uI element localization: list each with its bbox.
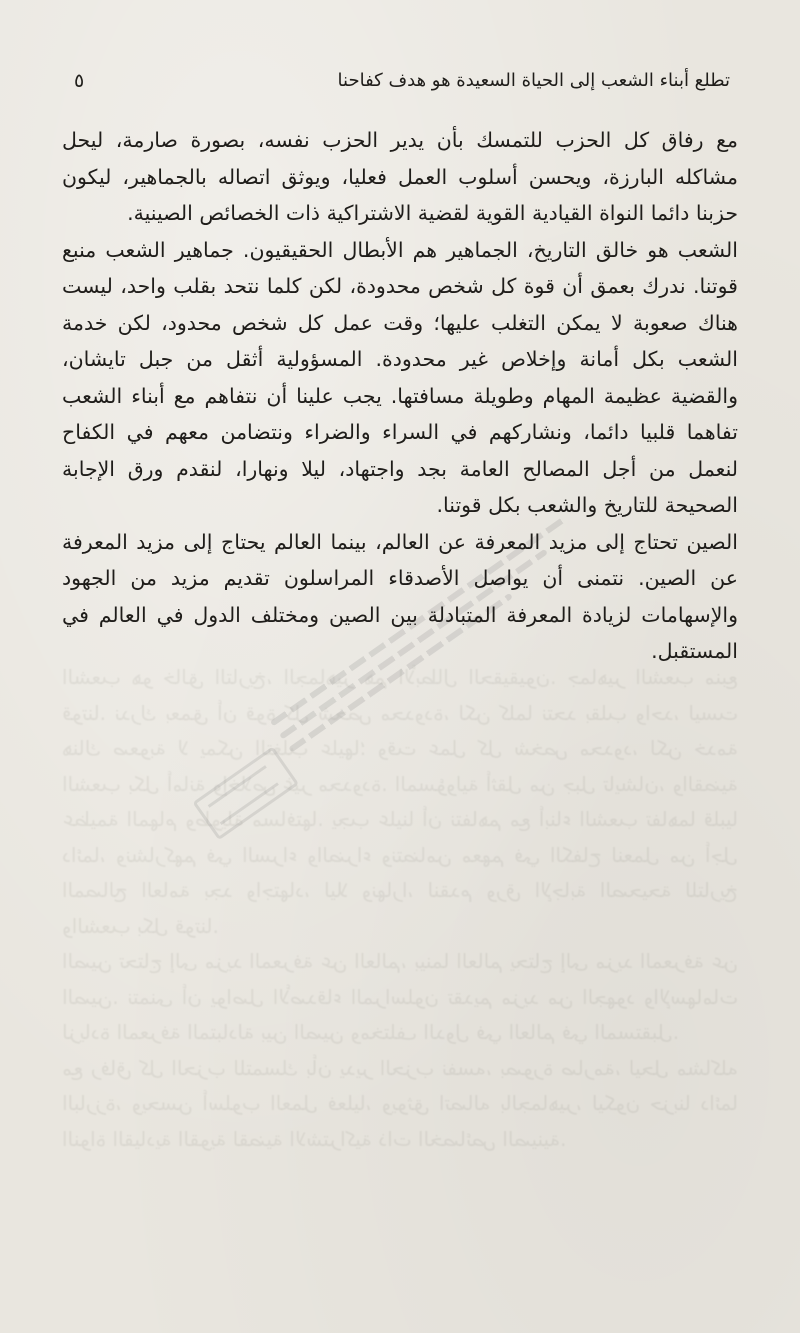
show-through-line: الصين تحتاج إلى مزيد المعرفة عن العالم، بينما العالم يحتاج إلى مزيد المعرفة عن الصين. نتمنى أن يواصل الأصدقاء المراسلون تقديم مزيد من الجهود والإسهامات لزيادة المعرفة المتبادلة بين الصين ومختلف الدول في العالم في المستقبل. <box>62 949 738 1044</box>
body-text <box>62 122 738 670</box>
paragraph: الصين تحتاج إلى مزيد المعرفة عن العالم، بينما العالم يحتاج إلى مزيد المعرفة عن الصين. نتمنى أن يواصل الأصدقاء المراسلون تقديم مزيد من الجهود والإسهامات لزيادة المعرفة المتبادلة بين الصين ومختلف الدول في العالم في المستقبل. <box>62 529 738 663</box>
running-head: تطلع أبناء الشعب إلى الحياة السعيدة هو هدف كفاحنا <box>337 70 730 91</box>
show-through-line: مع رفاق كل الحزب للتمسك بأن يدير الحزب نفسه، بصورة صارمة، ليحل مشاكله البارزة، ويحسن أسلوب العمل فعليا، ويوثق اتصاله بالجماهير، ليكون حزبنا دائما النواة القيادية القوية لقضية الاشتراكية ذات الخصائص الصينية. <box>62 1055 738 1151</box>
paragraph: مع رفاق كل الحزب للتمسك بأن يدير الحزب نفسه، بصورة صارمة، ليحل مشاكله البارزة، ويحسن أسلوب العمل فعليا، ويوثق اتصاله بالجماهير، ليكون حزبنا دائما النواة القيادية القوية لقضية الاشتراكية ذات الخصائص الصينية. <box>62 128 738 225</box>
page-number: ٥ <box>74 70 85 92</box>
paragraph: الشعب هو خالق التاريخ، الجماهير هم الأبطال الحقيقيون. جماهير الشعب منبع قوتنا. ندرك بعمق أن قوة كل شخص محدودة، لكن كلما نتحد بقلب واحد، ليست هناك صعوبة لا يمكن التغلب عليها؛ وقت عمل كل شخص محدود، لكن خدمة الشعب بكل أمانة وإخلاص غير محدودة. المسؤولية أثقل من جبل تايشان، والقضية عظيمة المهام وطويلة مسافتها. يجب علينا أن نتفاهم مع أبناء الشعب تفاهما قلبيا دائما، ونشاركهم في السراء والضراء ونتضامن معهم في الكفاح لنعمل من أجل المصالح العامة بجد واجتهاد، ليلا ونهارا، لنقدم ورق الإجابة الصحيحة للتاريخ والشعب بكل قوتنا. <box>62 237 738 517</box>
show-through-line: الشعب هو خالق التاريخ، الجماهير هم الأبطال الحقيقيون. جماهير الشعب منبع قوتنا. ندرك بعمق أن قوة كل شخص محدودة، لكن كلما نتحد بقلب واحد، ليست هناك صعوبة لا يمكن التغلب عليها؛ وقت عمل كل شخص محدود، لكن خدمة الشعب بكل أمانة وإخلاص غير محدودة. المسؤولية أثقل من جبل تايشان، والقضية عظيمة المهام وطويلة مسافتها. يجب علينا أن نتفاهم مع أبناء الشعب تفاهما قلبيا دائما، ونشاركهم في السراء والضراء ونتضامن معهم في الكفاح لنعمل من أجل المصالح العامة بجد واجتهاد، ليلا ونهارا، لنقدم ورق الإجابة الصحيحة للتاريخ والشعب بكل قوتنا. <box>62 665 738 938</box>
watermark-logo-icon <box>192 746 299 840</box>
page-header <box>70 66 730 96</box>
